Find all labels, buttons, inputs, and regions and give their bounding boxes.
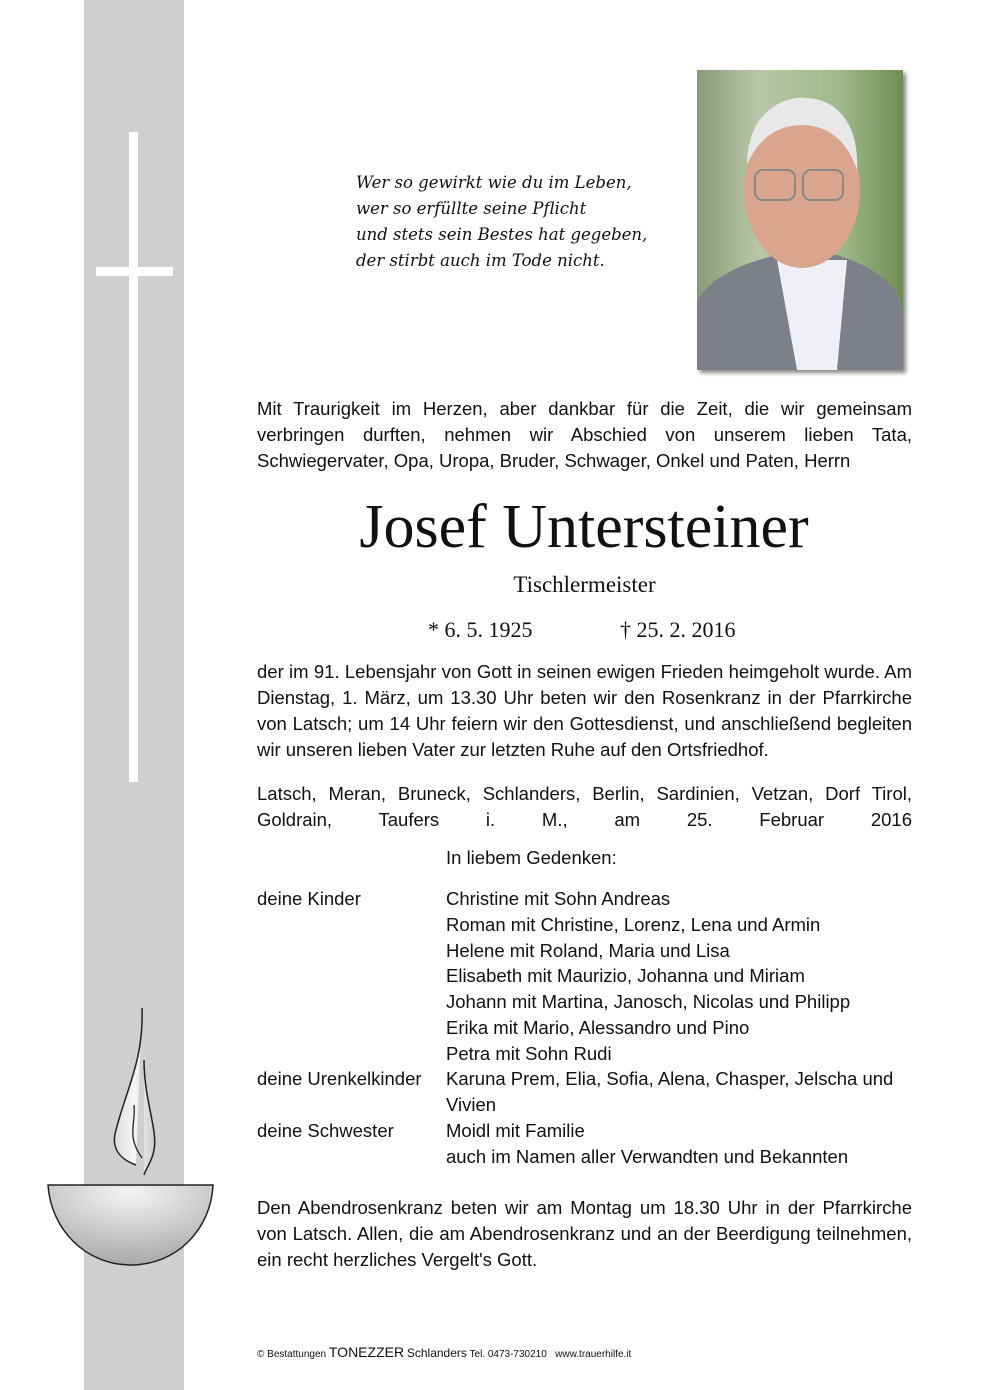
footer-town: Schlanders [406,1346,467,1360]
footer-website[interactable]: www.trauerhilfe.it [555,1349,632,1360]
footer-brand: TONEZZER [328,1344,405,1360]
places-text [257,781,912,833]
mourner-line: Petra mit Sohn Rudi [446,1042,612,1064]
profession: Tischlermeister [513,572,656,597]
quote-line: und stets sein Bestes hat gegeben, [356,225,648,244]
cross-icon [129,132,138,782]
mourner-line: Helene mit Roland, Maria und Lisa [446,939,730,961]
footer-phone: Tel. 0473-730210 [469,1349,547,1360]
quote-line: der stirbt auch im Tode nicht. [356,251,605,270]
announcement-text: der im 91. Lebensjahr von Gott in seinen ewigen Frieden heimgeholt wurde. Am Dienstag, 1. März, um 13.30 Uhr beten wir den Rosenkranz in der Pfarrkirche von Latsch; um 14 Uhr feiern wir den Gottesdienst, und anschließend begleiten wir unseren lieben Vater zur letzten Ruhe auf den Ortsfriedhof. [257,661,912,760]
mourner-label: deine Urenkelkinder [257,1068,422,1089]
portrait-photo [697,70,903,370]
mourner-line: Karuna Prem, Elia, Sofia, Alena, Chasper, Jelscha und [446,1068,894,1089]
memorial-quote [356,170,647,274]
footer-credit [257,1344,631,1360]
birth-date: * 6. 5. 1925 [428,617,533,642]
quote-line: wer so erfüllte seine Pflicht [356,199,587,218]
mourner-line: Vivien [446,1093,497,1115]
mourner-group [257,886,850,1067]
deceased-name: Josef Untersteiner [359,493,809,561]
closing-text: Den Abendrosenkranz beten wir am Montag um 18.30 Uhr in der Pfarrkirche von Latsch. Allen, die am Abendrosenkranz und an der Beerdigung teilnehmen, ein recht herzliches Vergelt's Gott. [257,1197,912,1270]
memory-heading: In liebem Gedenken: [446,847,617,868]
mourner-label: deine Schwester [257,1120,394,1141]
quote-line: Wer so gewirkt wie du im Leben, [356,173,632,192]
cross-icon-bar [96,267,173,276]
mourner-line: Erika mit Mario, Alessandro und Pino [446,1016,750,1038]
mourner-group [257,1118,848,1170]
mourner-line: Elisabeth mit Maurizio, Johanna und Miriam [446,965,805,987]
mourner-label: deine Kinder [257,888,361,909]
mourner-line: Moidl mit Familie [446,1120,585,1141]
mourner-line: auch im Namen aller Verwandten und Bekannten [446,1145,849,1167]
death-date: † 25. 2. 2016 [620,617,736,642]
intro-text: Mit Traurigkeit im Herzen, aber dankbar für die Zeit, die wir gemeinsam verbringen durften, nehmen wir Abschied von unserem lieben Tata, Schwiegervater, Opa, Uropa, Bruder, Schwager, Onkel und Paten, Herrn [257,398,912,471]
mourner-line: Christine mit Sohn Andreas [446,888,671,909]
mourner-line: Roman mit Christine, Lorenz, Lena und Armin [446,913,821,935]
mourner-line: Johann mit Martina, Janosch, Nicolas und Philipp [446,991,851,1013]
footer-copyright: © Bestattungen [257,1349,327,1360]
mourner-group [257,1066,893,1118]
places: Latsch, Meran, Bruneck, Schlanders, Berlin, Sardinien, Vetzan, Dorf Tirol, Goldrain, Taufers i. M., am 25. Februar 2016 [257,783,912,830]
eternal-flame-icon [46,1000,218,1270]
